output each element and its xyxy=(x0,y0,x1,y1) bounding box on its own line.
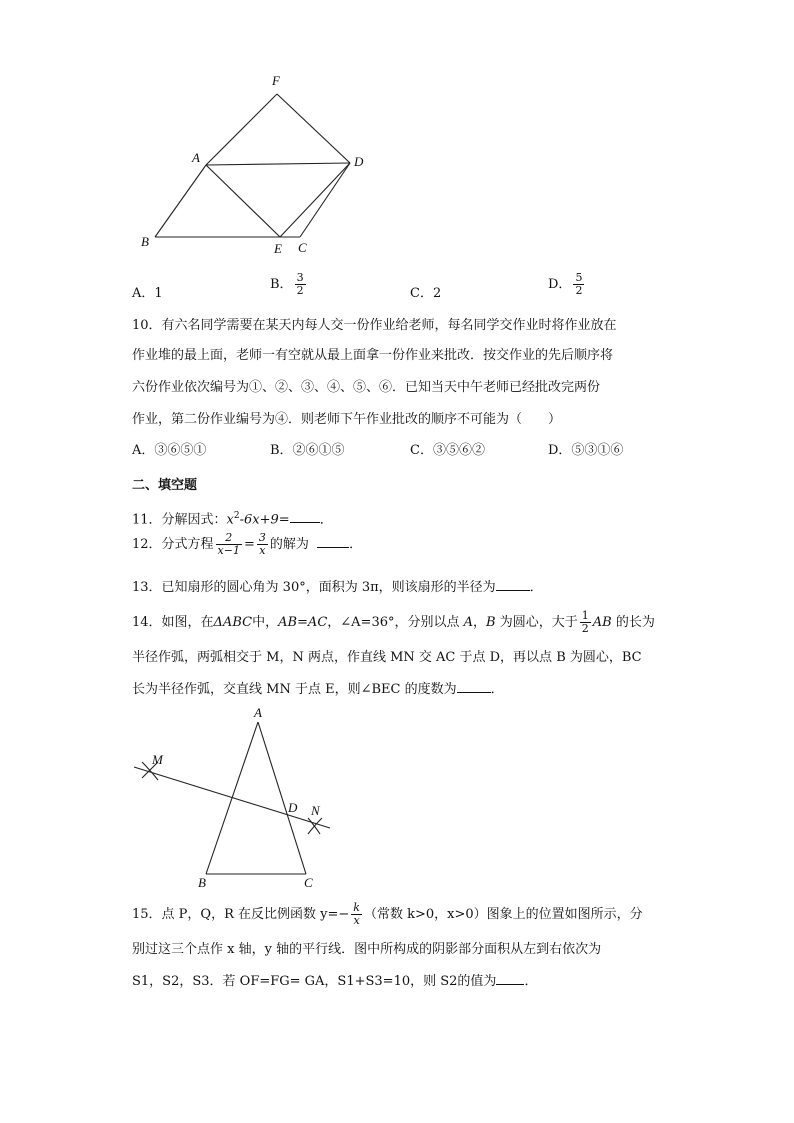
option-prefix: A． xyxy=(132,286,155,301)
section-heading: 二、填空题 xyxy=(132,478,198,493)
q14-line1: 14．如图，在ΔABC中，AB=AC，∠A=36°，分别以点 A，B 为圆心，大于 $\frac{1}{2}$ AB 的长为 xyxy=(132,609,655,635)
q10-option-d[interactable]: D．⑤③①⑥ xyxy=(548,443,624,458)
q10-line1: 10．有六名同学需要在某天内每人交一份作业给老师，每名同学交作业时将作业放在 xyxy=(132,318,617,333)
label-b: B xyxy=(198,875,206,890)
segment-ab xyxy=(155,165,206,237)
q9-option-c[interactable] xyxy=(410,282,441,301)
segment-ae xyxy=(206,165,280,237)
q15-line2: 别过这三个点作 x 轴，y 轴的平行线．图中所构成的阴影部分面积从左到右依次为 xyxy=(132,942,602,957)
option-prefix: C． xyxy=(410,286,433,301)
q15-line3: S1，S2，S3．若 OF=FG= GA，S1+S3=10，则 S2的值为 ． xyxy=(132,974,538,989)
q10-line3: 六份作业依次编号为①、②、③、④、⑤、⑥．已知当天中午老师已经批改完两份 xyxy=(132,380,601,395)
segment-af xyxy=(206,94,277,165)
q9-option-d[interactable] xyxy=(548,272,586,297)
option-value: 1 xyxy=(154,286,163,301)
segment-ac xyxy=(258,722,306,874)
q11: 11．分解因式：$x^2-6x+9=$ ． xyxy=(132,511,333,528)
option-prefix: B． xyxy=(270,277,293,292)
label-a: A xyxy=(192,150,200,165)
answer-blank[interactable] xyxy=(496,972,524,985)
label-b: B xyxy=(141,234,149,249)
segment-ad xyxy=(206,163,350,165)
q15-line1: 15．点 P，Q，R 在反比例函数 y=− $\frac{k}{x}$ （常数 k>0，x>0）图象上的位置如图所示，分 xyxy=(132,901,643,927)
fraction: $\frac{2}{x-1}$ xyxy=(217,531,240,557)
answer-blank[interactable] xyxy=(457,680,491,693)
segment-dc xyxy=(300,163,350,237)
fraction: $\frac{k}{x}$ xyxy=(353,901,360,927)
label-m: M xyxy=(152,752,163,767)
label-a: A xyxy=(254,705,262,720)
parallelogram-figure xyxy=(120,68,380,258)
label-d: D xyxy=(354,154,364,169)
option-value: 2 xyxy=(432,286,442,301)
q12: 12．分式方程 $\frac{2}{x-1}$ = $\frac{3}{x}$ 的解为 ． xyxy=(132,531,363,557)
q10-option-b[interactable]: B．②⑥①⑤ xyxy=(270,443,345,458)
fraction: $\frac{3}{x}$ xyxy=(258,531,266,557)
q10-line2: 作业堆的最上面，老师一有空就从最上面拿一份作业来批改．按交作业的先后顺序将 xyxy=(132,348,614,363)
fraction: $\frac{3}{2}$ xyxy=(296,271,304,297)
option-prefix: D． xyxy=(548,277,572,292)
triangle-figure xyxy=(128,704,348,894)
q14-line3: 长为半径作弧，交直线 MN 于点 E，则∠BEC 的度数为 ． xyxy=(132,682,504,697)
label-c: C xyxy=(298,240,307,255)
fraction: $\frac{5}{2}$ xyxy=(575,271,583,297)
q14-line2: 半径作弧，两弧相交于 M，N 两点，作直线 MN 交 AC 于点 D，再以点 B 为圆心，BC xyxy=(132,650,642,665)
q10-line4: 作业，第二份作业编号为④．则老师下午作业批改的顺序不可能为（ ） xyxy=(132,412,562,427)
q9-option-a[interactable] xyxy=(132,282,163,301)
label-c: C xyxy=(304,875,313,890)
label-f: F xyxy=(272,73,280,88)
fraction: $\frac{1}{2}$ xyxy=(581,609,589,635)
label-n: N xyxy=(311,803,320,818)
q13: 13．已知扇形的圆心角为 30°，面积为 3π，则该扇形的半径为 ． xyxy=(132,580,543,595)
segment-ed xyxy=(280,163,350,237)
segment-fd xyxy=(277,94,350,163)
answer-blank[interactable] xyxy=(317,535,349,548)
label-d: D xyxy=(288,800,298,815)
line-mn xyxy=(134,767,330,828)
label-e: E xyxy=(274,241,282,256)
q10-option-c[interactable]: C．③⑤⑥② xyxy=(410,443,485,458)
answer-blank[interactable] xyxy=(290,510,320,523)
answer-blank[interactable] xyxy=(496,578,530,591)
q9-option-b[interactable] xyxy=(270,272,308,297)
q10-option-a[interactable]: A．③⑥⑤① xyxy=(132,443,207,458)
